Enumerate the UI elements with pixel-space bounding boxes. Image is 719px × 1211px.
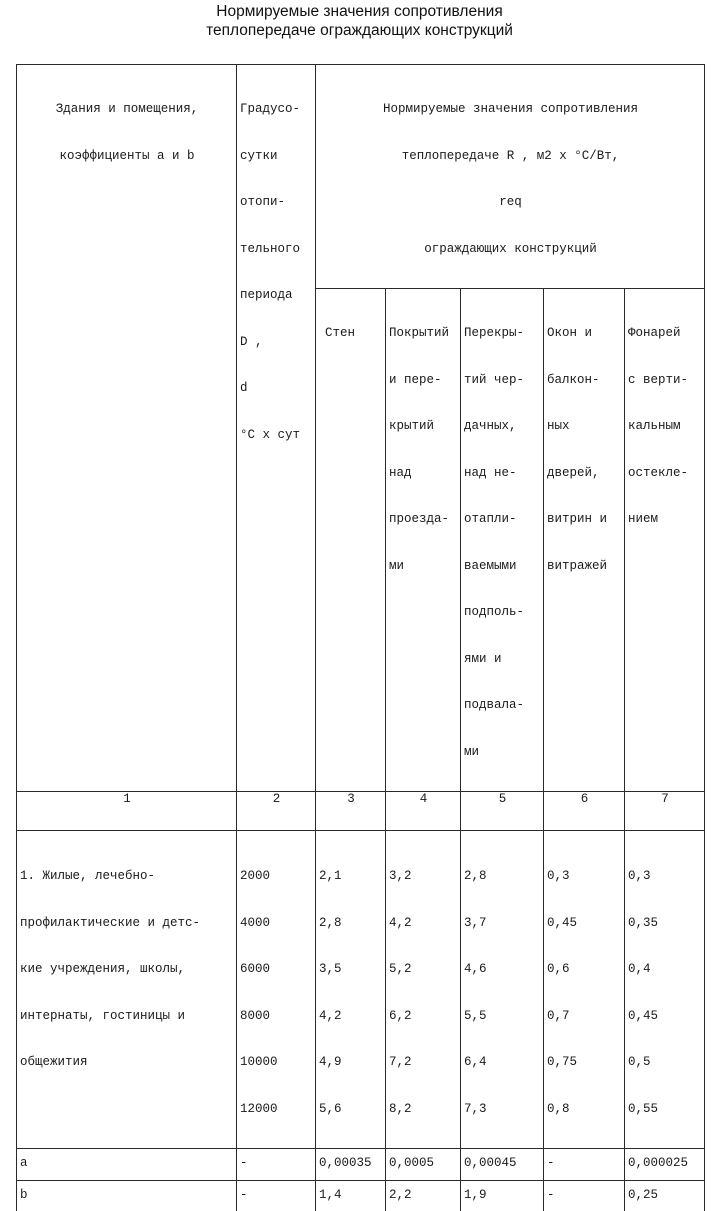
header-resistance-group: Нормируемые значения сопротивления теплопередаче R , м2 х °С/Вт, req ограждающих конструкций: [316, 65, 705, 289]
column-number: 5: [461, 792, 544, 831]
walls-value-cell: 0,00035: [316, 1149, 386, 1181]
header-roofs: Покрытий и пере- крытий над проезда- ми: [386, 289, 461, 792]
degree-days-cell: 2000 4000 6000 8000 10000 12000: [237, 831, 316, 1149]
column-number: 1: [17, 792, 237, 831]
walls-value-cell: 1,4: [316, 1181, 386, 1211]
title-line-1: Нормируемые значения сопротивления: [216, 3, 503, 20]
windows-value-cell: -: [544, 1181, 625, 1211]
roofs-value-cell: 2,2: [386, 1181, 461, 1211]
header-buildings: Здания и помещения, коэффициенты a и b: [17, 65, 237, 792]
attic-value-cell: 0,00045: [461, 1149, 544, 1181]
windows-values-cell: 0,3 0,45 0,6 0,7 0,75 0,8: [544, 831, 625, 1149]
skylights-value-cell: 0,25: [625, 1181, 705, 1211]
column-number: 4: [386, 792, 461, 831]
resistance-table: [16, 64, 705, 1211]
column-numbers-row: [17, 792, 705, 831]
header-skylights: Фонарей с верти- кальным остекле- нием: [625, 289, 705, 792]
header-row-top: [17, 65, 705, 289]
roofs-value-cell: 0,0005: [386, 1149, 461, 1181]
column-number: 6: [544, 792, 625, 831]
header-walls: Стен: [316, 289, 386, 792]
degree-days-cell: -: [237, 1181, 316, 1211]
header-degree-days: Градусо- сутки отопи- тельного периода D , d °С х сут: [237, 65, 316, 792]
header-attic-floors: Перекры- тий чер- дачных, над не- отапли- ваемыми подполь- ями и подвала- ми: [461, 289, 544, 792]
walls-values-cell: 2,1 2,8 3,5 4,2 4,9 5,6: [316, 831, 386, 1149]
attic-value-cell: 1,9: [461, 1181, 544, 1211]
table-row: [17, 831, 705, 1149]
degree-days-cell: -: [237, 1149, 316, 1181]
windows-value-cell: -: [544, 1149, 625, 1181]
title-line-2: теплопередаче ограждающих конструкций: [206, 22, 513, 39]
skylights-value-cell: 0,000025: [625, 1149, 705, 1181]
header-windows: Окон и балкон- ных дверей, витрин и витражей: [544, 289, 625, 792]
table-row: [17, 1181, 705, 1211]
document-title: [0, 2, 719, 40]
column-number: 3: [316, 792, 386, 831]
coefficient-name-cell: b: [17, 1181, 237, 1211]
roofs-values-cell: 3,2 4,2 5,2 6,2 7,2 8,2: [386, 831, 461, 1149]
column-number: 7: [625, 792, 705, 831]
table-row: [17, 1149, 705, 1181]
attic-values-cell: 2,8 3,7 4,6 5,5 6,4 7,3: [461, 831, 544, 1149]
skylights-values-cell: 0,3 0,35 0,4 0,45 0,5 0,55: [625, 831, 705, 1149]
building-type-cell: 1. Жилые, лечебно- профилактические и детс- кие учреждения, школы, интернаты, гостиницы и общежития: [17, 831, 237, 1149]
coefficient-name-cell: a: [17, 1149, 237, 1181]
column-number: 2: [237, 792, 316, 831]
